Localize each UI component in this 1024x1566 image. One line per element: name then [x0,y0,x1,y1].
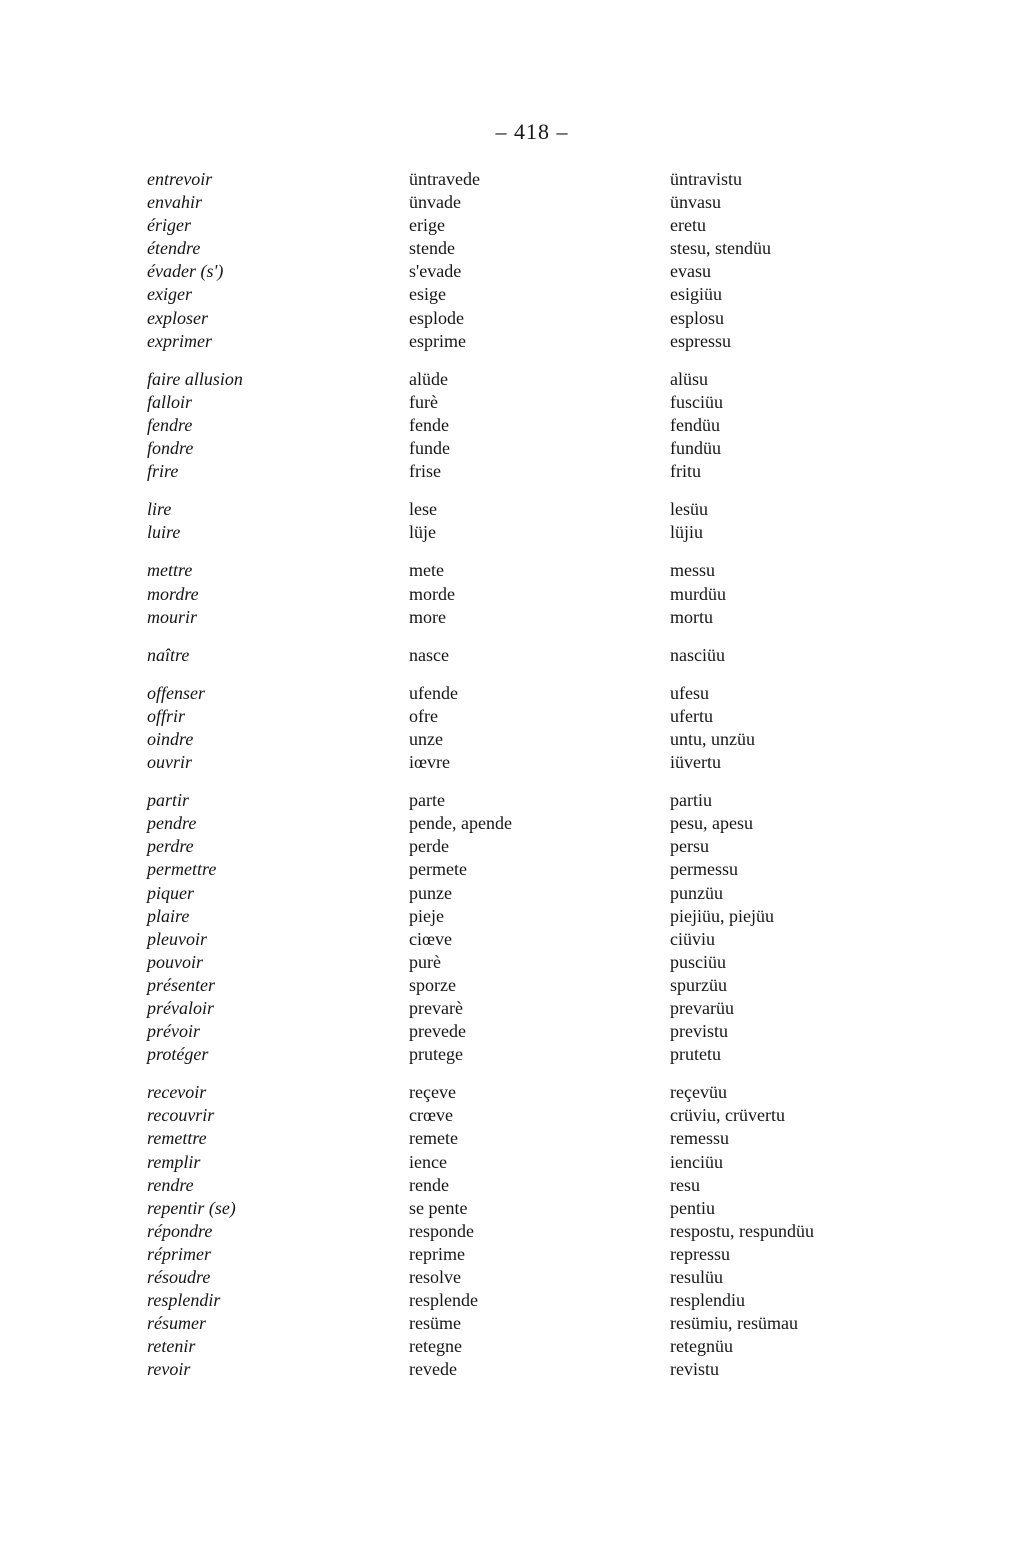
present-form: ciœve [409,928,452,949]
present-form: lese [409,499,437,520]
present-form: alüde [409,368,448,389]
verb-row [0,460,1024,483]
past-participle: fundüu [670,438,721,459]
present-form: prevede [409,1021,466,1042]
past-participle: prevarüu [670,998,734,1018]
french-verb: résoudre [147,1267,211,1288]
verb-row [0,283,1024,306]
french-verb: prévoir [147,1021,200,1042]
french-verb: resplendir [147,1290,221,1311]
past-participle: permessu [670,859,738,880]
french-verb: falloir [147,391,193,412]
french-verb: réprimer [147,1243,211,1264]
verb-row [0,812,1024,835]
verb-row [0,997,1024,1020]
present-form: ience [409,1151,447,1172]
verb-row [0,858,1024,881]
present-form: pende, apende [409,813,512,834]
past-participle: retegnüu [670,1336,733,1357]
past-participle: ufertu [670,705,713,726]
present-form: crœve [409,1105,453,1126]
french-verb: retenir [147,1336,196,1357]
french-verb: exprimer [147,330,212,351]
verb-group [0,789,1024,1066]
verb-row [0,644,1024,667]
present-form: unze [409,728,443,749]
present-form: funde [409,438,450,459]
past-participle: resulüu [670,1267,723,1288]
verb-group [0,498,1024,544]
verb-row [0,437,1024,460]
french-verb: remettre [147,1128,207,1149]
past-participle: messu [670,560,715,581]
verb-row [0,751,1024,774]
present-form: more [409,606,446,627]
present-form: morde [409,583,455,604]
present-form: ünvade [409,192,461,213]
past-participle: prutetu [670,1044,721,1065]
verb-row [0,260,1024,283]
past-participle: pesu, apesu [670,813,753,834]
verb-row [0,1043,1024,1066]
french-verb: pleuvoir [147,928,207,949]
verb-row [0,606,1024,629]
french-verb: luire [147,522,181,543]
verb-group [0,682,1024,774]
french-verb: perdre [147,836,194,857]
past-participle: evasu [670,261,711,282]
present-form: responde [409,1220,474,1241]
french-verb: recevoir [147,1082,207,1103]
present-form: lüje [409,522,436,543]
present-form: parte [409,790,445,811]
present-form: reçeve [409,1082,456,1103]
present-form: prutege [409,1044,463,1065]
present-form: prevarè [409,998,463,1018]
french-verb: entrevoir [147,169,213,189]
french-verb: protéger [147,1044,209,1065]
french-verb: repentir (se) [147,1197,236,1218]
past-participle: esplosu [670,307,724,328]
french-verb: recouvrir [147,1105,215,1126]
page-number: – 418 – [495,119,569,144]
past-participle: respostu, respundüu [670,1220,814,1241]
past-participle: ciüviu [670,928,715,949]
french-verb: mettre [147,560,193,581]
present-form: üntravede [409,169,480,189]
french-verb: envahir [147,192,202,213]
verb-row [0,1358,1024,1381]
verb-row [0,1289,1024,1312]
verb-row [0,951,1024,974]
verb-table [0,168,1024,1397]
past-participle: fusciüu [670,391,723,412]
past-participle: reçevüu [670,1082,727,1103]
french-verb: ériger [147,215,191,236]
past-participle: resümiu, resümau [670,1313,798,1334]
past-participle: punzüu [670,882,723,903]
verb-row [0,1243,1024,1266]
verb-row [0,307,1024,330]
verb-row [0,728,1024,751]
past-participle: untu, unzüu [670,728,755,749]
french-verb: revoir [147,1359,191,1380]
present-form: furè [409,391,438,412]
present-form: pieje [409,905,444,926]
past-participle: lesüu [670,499,708,520]
french-verb: mourir [147,606,198,627]
verb-row [0,498,1024,521]
french-verb: rendre [147,1174,194,1195]
verb-row [0,521,1024,544]
french-verb: remplir [147,1151,201,1172]
french-verb: piquer [147,882,194,903]
present-form: purè [409,951,441,972]
present-form: fende [409,414,449,435]
verb-row [0,1020,1024,1043]
present-form: rende [409,1174,449,1195]
past-participle: ünvasu [670,192,721,213]
verb-row [0,168,1024,191]
verb-row [0,1174,1024,1197]
verb-row [0,237,1024,260]
past-participle: repressu [670,1243,730,1264]
french-verb: naître [147,644,190,665]
french-verb: évader (s') [147,261,224,282]
french-verb: exploser [147,307,208,328]
past-participle: nasciüu [670,644,725,665]
present-form: s'evade [409,261,462,282]
french-verb: fendre [147,414,193,435]
french-verb: lire [147,499,172,520]
verb-row [0,1312,1024,1335]
present-form: perde [409,836,449,857]
french-verb: permettre [147,859,217,880]
past-participle: fritu [670,461,701,482]
verb-row [0,583,1024,606]
present-form: esprime [409,330,466,351]
french-verb: ouvrir [147,752,192,773]
verb-row [0,1266,1024,1289]
present-form: stende [409,238,455,259]
verb-group [0,168,1024,353]
past-participle: iüvertu [670,752,721,773]
verb-row [0,1127,1024,1150]
present-form: esplode [409,307,464,328]
present-form: retegne [409,1336,462,1357]
verb-row [0,1197,1024,1220]
past-participle: crüviu, crüvertu [670,1105,785,1126]
past-participle: previstu [670,1021,728,1042]
verb-row [0,882,1024,905]
verb-row [0,1220,1024,1243]
french-verb: étendre [147,238,201,259]
verb-row [0,1081,1024,1104]
past-participle: stesu, stendüu [670,238,771,259]
french-verb: faire allusion [147,368,243,389]
french-verb: plaire [147,905,190,926]
past-participle: fendüu [670,414,720,435]
verb-row [0,330,1024,353]
present-form: permete [409,859,467,880]
verb-row [0,789,1024,812]
verb-row [0,1104,1024,1127]
verb-group [0,559,1024,628]
past-participle: resplendiu [670,1290,745,1311]
past-participle: revistu [670,1359,719,1380]
past-participle: remessu [670,1128,729,1149]
french-verb: exiger [147,284,192,305]
verb-group [0,644,1024,667]
present-form: punze [409,882,452,903]
past-participle: pusciüu [670,951,726,972]
present-form: erige [409,215,445,236]
french-verb: pouvoir [147,951,203,972]
past-participle: resu [670,1174,700,1195]
past-participle: esigiüu [670,284,722,305]
present-form: remete [409,1128,458,1149]
present-form: resplende [409,1290,478,1311]
past-participle: ufesu [670,682,709,703]
verb-row [0,214,1024,237]
past-participle: ienciüu [670,1151,723,1172]
french-verb: pendre [147,813,197,834]
past-participle: persu [670,836,709,857]
present-form: iœvre [409,752,450,773]
past-participle: espressu [670,330,731,351]
french-verb: prévaloir [147,998,214,1018]
past-participle: üntravistu [670,169,742,189]
french-verb: répondre [147,1220,213,1241]
verb-row [0,1151,1024,1174]
verb-row [0,559,1024,582]
verb-group [0,368,1024,483]
past-participle: spurzüu [670,974,727,995]
past-participle: piejiüu, piejüu [670,905,774,926]
french-verb: fondre [147,438,194,459]
french-verb: mordre [147,583,199,604]
past-participle: mortu [670,606,713,627]
past-participle: alüsu [670,368,708,389]
present-form: esige [409,284,446,305]
verb-row [0,905,1024,928]
present-form: revede [409,1359,457,1380]
verb-row [0,928,1024,951]
present-form: resolve [409,1267,461,1288]
verb-row [0,705,1024,728]
verb-row [0,368,1024,391]
french-verb: résumer [147,1313,206,1334]
past-participle: lüjiu [670,522,704,543]
verb-row [0,391,1024,414]
verb-row [0,682,1024,705]
french-verb: frire [147,461,179,482]
past-participle: partiu [670,790,712,811]
verb-row [0,974,1024,997]
present-form: ufende [409,682,458,703]
french-verb: partir [147,790,190,811]
present-form: resüme [409,1313,461,1334]
past-participle: pentiu [670,1197,715,1218]
french-verb: oindre [147,728,194,749]
present-form: nasce [409,644,449,665]
past-participle: murdüu [670,583,726,604]
past-participle: eretu [670,215,706,236]
present-form: frise [409,461,441,482]
french-verb: offrir [147,705,186,726]
present-form: ofre [409,705,438,726]
verb-row [0,191,1024,214]
verb-row [0,835,1024,858]
verb-row [0,414,1024,437]
verb-row [0,1335,1024,1358]
french-verb: présenter [147,974,215,995]
present-form: mete [409,560,444,581]
verb-group [0,1081,1024,1381]
french-verb: offenser [147,682,205,703]
present-form: se pente [409,1197,468,1218]
present-form: sporze [409,974,456,995]
present-form: reprime [409,1243,465,1264]
